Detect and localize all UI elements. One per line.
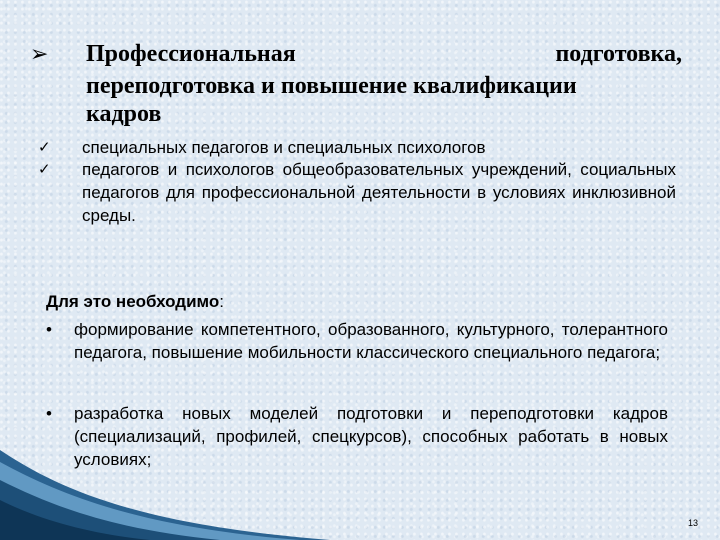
requirements-heading-colon: : (219, 292, 225, 311)
requirement-item (46, 318, 668, 364)
slide-title (30, 38, 682, 126)
check-list-item (38, 136, 676, 159)
checkmark-icon: ✓ (38, 139, 51, 156)
check-item-text: специальных педагогов и специальных психологов (82, 138, 486, 157)
page-number: 13 (688, 518, 699, 528)
bullet-dot-icon: • (46, 320, 52, 339)
checkmark-icon: ✓ (38, 161, 51, 178)
requirement-text: формирование компетентного, образованного, культурного, толерантного педагога, повышение мобильности классического специального педагога; (74, 320, 668, 362)
bullet-dot-icon: • (46, 404, 52, 423)
requirements-heading (46, 291, 224, 313)
title-line-3: кадров (86, 101, 162, 127)
requirement-text: разработка новых моделей подготовки и переподготовки кадров (специализаций, профилей, спецкурсов), способных работать в новых условиях; (74, 404, 668, 469)
title-word-2: подготовка, (555, 41, 682, 67)
requirements-heading-bold: Для это необходимо (46, 292, 220, 311)
check-item-text: педагогов и психологов общеобразовательных учреждений, социальных педагогов для профессиональной деятельности в условиях инклюзивной среды. (82, 160, 676, 225)
requirement-item (46, 402, 668, 471)
title-line-2: переподготовка и повышение квалификации (86, 73, 577, 99)
check-list-item (38, 158, 676, 227)
arrow-bullet-icon: ➢ (30, 41, 49, 66)
title-word-1: Профессиональная (86, 41, 296, 67)
